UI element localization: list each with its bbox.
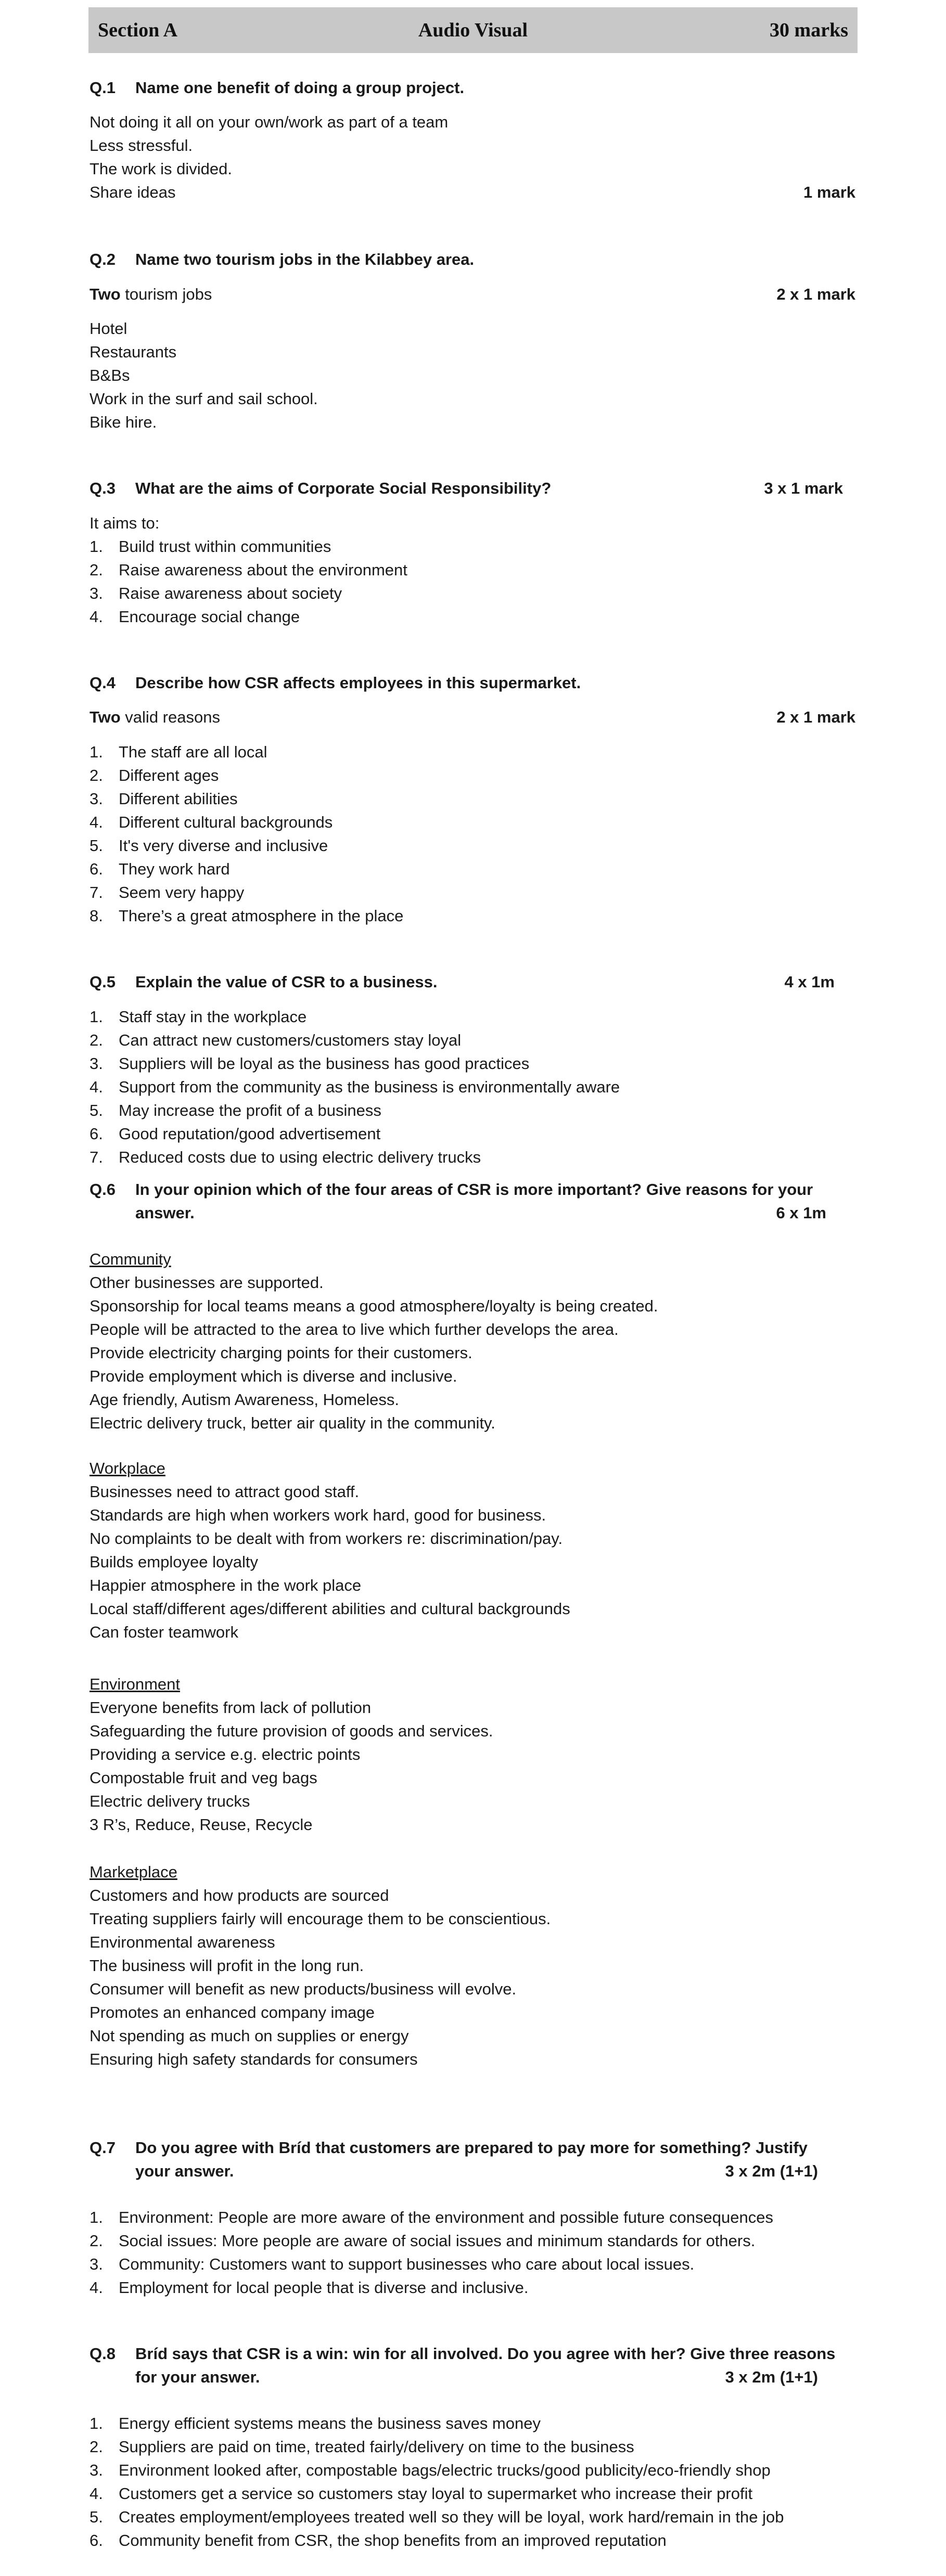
list-item-number: 6. [90, 2531, 103, 2549]
section-label: Section A [98, 19, 178, 41]
group-line: Compostable fruit and veg bags [90, 1769, 317, 1787]
group-line: Can foster teamwork [90, 1623, 238, 1641]
list-item-number: 3. [90, 790, 103, 808]
list-item-text: Different abilities [119, 790, 238, 808]
group-line: Businesses need to attract good staff. [90, 1483, 360, 1501]
answer-line: Less stressful. [90, 136, 193, 154]
q1-answers [90, 110, 448, 204]
list-item-text: Different ages [119, 766, 219, 784]
q6-marketplace [90, 1860, 551, 2071]
q2-number: Q.2 [90, 250, 116, 268]
answer-line: The work is divided. [90, 160, 232, 178]
q7-marks: 3 x 2m (1+1) [725, 2162, 818, 2180]
group-line: Electric delivery trucks [90, 1792, 250, 1810]
q8-question-line1: Bríd says that CSR is a win: win for all involved. Do you agree with her? Give three reasons [135, 2345, 836, 2363]
group-line: Builds employee loyalty [90, 1553, 258, 1571]
q2-question: Name two tourism jobs in the Kilabbey area. [135, 250, 475, 268]
q1-question: Name one benefit of doing a group project. [135, 79, 465, 97]
group-line: Ensuring high safety standards for consumers [90, 2050, 418, 2068]
answer-line: Share ideas [90, 183, 176, 201]
q5-number: Q.5 [90, 973, 116, 991]
list-item-number: 4. [90, 2484, 103, 2503]
list-item-text: It's very diverse and inclusive [119, 836, 328, 855]
list-item-text: Suppliers will be loyal as the business has good practices [119, 1054, 530, 1073]
q2-lead-rest: tourism jobs [120, 285, 212, 303]
list-item-text: Reduced costs due to using electric delivery trucks [119, 1148, 481, 1166]
q6-marks: 6 x 1m [776, 1204, 826, 1222]
q8-marks: 3 x 2m (1+1) [725, 2368, 818, 2386]
list-item-text: Environment looked after, compostable bags/electric trucks/good publicity/eco-friendly shop [119, 2461, 771, 2479]
list-item-number: 5. [90, 1101, 103, 1119]
list-item-number: 4. [90, 813, 103, 831]
q6-question-line2: answer. [135, 1204, 195, 1222]
list-item-text: Suppliers are paid on time, treated fairly/delivery on time to the business [119, 2438, 634, 2456]
group-line: Customers and how products are sourced [90, 1886, 389, 1904]
list-item-number: 3. [90, 584, 103, 602]
group-line: Environmental awareness [90, 1933, 275, 1951]
q3-question: What are the aims of Corporate Social Responsibility? [135, 479, 552, 497]
list-item-text: Can attract new customers/customers stay loyal [119, 1031, 462, 1049]
list-item-text: Raise awareness about the environment [119, 561, 407, 579]
group-line: Treating suppliers fairly will encourage them to be conscientious. [90, 1910, 551, 1928]
list-item-text: Staff stay in the workplace [119, 1008, 307, 1026]
list-item-text: May increase the profit of a business [119, 1101, 381, 1119]
list-item-number: 4. [90, 608, 103, 626]
group-line: Age friendly, Autism Awareness, Homeless. [90, 1390, 400, 1409]
list-item-text: Creates employment/employees treated well so they will be loyal, work hard/remain in the job [119, 2508, 784, 2526]
list-item-text: Community benefit from CSR, the shop benefits from an improved reputation [119, 2531, 667, 2549]
list-item-number: 1. [90, 2414, 103, 2432]
q6-number: Q.6 [90, 1180, 116, 1199]
q6-community [90, 1247, 658, 1435]
group-line: People will be attracted to the area to live which further develops the area. [90, 1320, 619, 1338]
group-heading: Marketplace [90, 1863, 177, 1881]
section-title: Audio Visual [418, 19, 528, 41]
answer-line: Hotel [90, 319, 127, 338]
group-line: 3 R’s, Reduce, Reuse, Recycle [90, 1815, 313, 1834]
list-item-number: 6. [90, 1125, 103, 1143]
list-item-text: Environment: People are more aware of the environment and possible future consequences [119, 2208, 773, 2226]
list-item-number: 2. [90, 2438, 103, 2456]
group-line: No complaints to be dealt with from workers re: discrimination/pay. [90, 1529, 563, 1548]
answer-line: Restaurants [90, 343, 177, 361]
list-item-text: Social issues: More people are aware of social issues and minimum standards for others. [119, 2232, 756, 2250]
list-item-text: They work hard [119, 860, 230, 878]
list-item-number: 3. [90, 1054, 103, 1073]
list-item-text: Build trust within communities [119, 537, 331, 556]
q7-question-line1: Do you agree with Bríd that customers are prepared to pay more for something? Justify [135, 2139, 808, 2157]
group-heading: Workplace [90, 1459, 165, 1477]
list-item-text: Employment for local people that is diverse and inclusive. [119, 2278, 529, 2297]
q2-marks: 2 x 1 mark [776, 285, 855, 303]
section-marks: 30 marks [770, 19, 848, 41]
list-item-text: Different cultural backgrounds [119, 813, 333, 831]
q7-question-line2: your answer. [135, 2162, 234, 2180]
group-line: Providing a service e.g. electric points [90, 1745, 361, 1763]
group-line: Safeguarding the future provision of goods and services. [90, 1722, 493, 1740]
list-item-text: Energy efficient systems means the business saves money [119, 2414, 541, 2432]
list-item-text: There’s a great atmosphere in the place [119, 907, 404, 925]
list-item-text: Seem very happy [119, 883, 245, 901]
q4-lead-bold: Two [90, 708, 121, 726]
answer-line: Work in the surf and sail school. [90, 390, 318, 408]
group-line: Provide employment which is diverse and inclusive. [90, 1367, 457, 1385]
q4-question: Describe how CSR affects employees in this supermarket. [135, 674, 581, 692]
list-item-number: 2. [90, 1031, 103, 1049]
q8-question-line2: for your answer. [135, 2368, 260, 2386]
list-item-number: 5. [90, 836, 103, 855]
group-heading: Environment [90, 1675, 181, 1693]
list-item-number: 1. [90, 537, 103, 556]
q1-marks: 1 mark [803, 183, 855, 201]
list-item-text: The staff are all local [119, 743, 267, 761]
list-item-number: 1. [90, 2208, 103, 2226]
q5-question: Explain the value of CSR to a business. [135, 973, 438, 991]
q3-number: Q.3 [90, 479, 116, 497]
list-item-number: 8. [90, 907, 103, 925]
group-line: Sponsorship for local teams means a good atmosphere/loyalty is being created. [90, 1297, 658, 1315]
list-item-number: 6. [90, 860, 103, 878]
group-line: Promotes an enhanced company image [90, 2003, 375, 2021]
list-item-text: Support from the community as the business is environmentally aware [119, 1078, 620, 1096]
group-line: Not spending as much on supplies or energy [90, 2027, 409, 2045]
q8-number: Q.8 [90, 2345, 116, 2363]
group-line: Provide electricity charging points for their customers. [90, 1344, 472, 1362]
group-line: Other businesses are supported. [90, 1273, 324, 1292]
q6-environment [90, 1672, 493, 1836]
list-item-number: 3. [90, 2255, 103, 2273]
list-item-number: 7. [90, 1148, 103, 1166]
q5-marks: 4 x 1m [784, 973, 835, 991]
list-item-number: 3. [90, 2461, 103, 2479]
group-line: The business will profit in the long run. [90, 1956, 364, 1975]
q2-answers [90, 317, 318, 434]
q3-intro: It aims to: [90, 514, 160, 532]
section-header-bar [88, 7, 858, 53]
list-item-text: Raise awareness about society [119, 584, 342, 602]
list-item-number: 2. [90, 561, 103, 579]
q4-lead [90, 705, 220, 729]
q4-lead-rest: valid reasons [120, 708, 220, 726]
q2-lead [90, 282, 212, 306]
list-item-text: Encourage social change [119, 608, 300, 626]
q7-number: Q.7 [90, 2139, 116, 2157]
q6-workplace [90, 1457, 570, 1644]
q6-question-line1: In your opinion which of the four areas of CSR is more important? Give reasons for your [135, 1180, 813, 1199]
list-item-number: 7. [90, 883, 103, 901]
group-line: Happier atmosphere in the work place [90, 1576, 362, 1594]
list-item-number: 4. [90, 1078, 103, 1096]
group-line: Electric delivery truck, better air quality in the community. [90, 1414, 495, 1432]
list-item-number: 2. [90, 766, 103, 784]
group-heading: Community [90, 1250, 171, 1268]
list-item-number: 1. [90, 743, 103, 761]
group-line: Consumer will benefit as new products/business will evolve. [90, 1980, 517, 1998]
group-line: Standards are high when workers work hard, good for business. [90, 1506, 546, 1524]
group-line: Everyone benefits from lack of pollution [90, 1698, 372, 1717]
list-item-text: Good reputation/good advertisement [119, 1125, 381, 1143]
answer-line: Not doing it all on your own/work as part of a team [90, 113, 449, 131]
q2-lead-bold: Two [90, 285, 121, 303]
answer-line: Bike hire. [90, 413, 157, 431]
list-item-text: Community: Customers want to support businesses who care about local issues. [119, 2255, 695, 2273]
answer-line: B&Bs [90, 366, 130, 384]
q3-marks: 3 x 1 mark [764, 479, 843, 497]
q1-number: Q.1 [90, 79, 116, 97]
q4-number: Q.4 [90, 674, 116, 692]
list-item-number: 5. [90, 2508, 103, 2526]
list-item-number: 2. [90, 2232, 103, 2250]
list-item-number: 4. [90, 2278, 103, 2297]
q4-marks: 2 x 1 mark [776, 708, 855, 726]
group-line: Local staff/different ages/different abilities and cultural backgrounds [90, 1600, 570, 1618]
list-item-number: 1. [90, 1008, 103, 1026]
list-item-text: Customers get a service so customers stay loyal to supermarket who increase their profit [119, 2484, 753, 2503]
